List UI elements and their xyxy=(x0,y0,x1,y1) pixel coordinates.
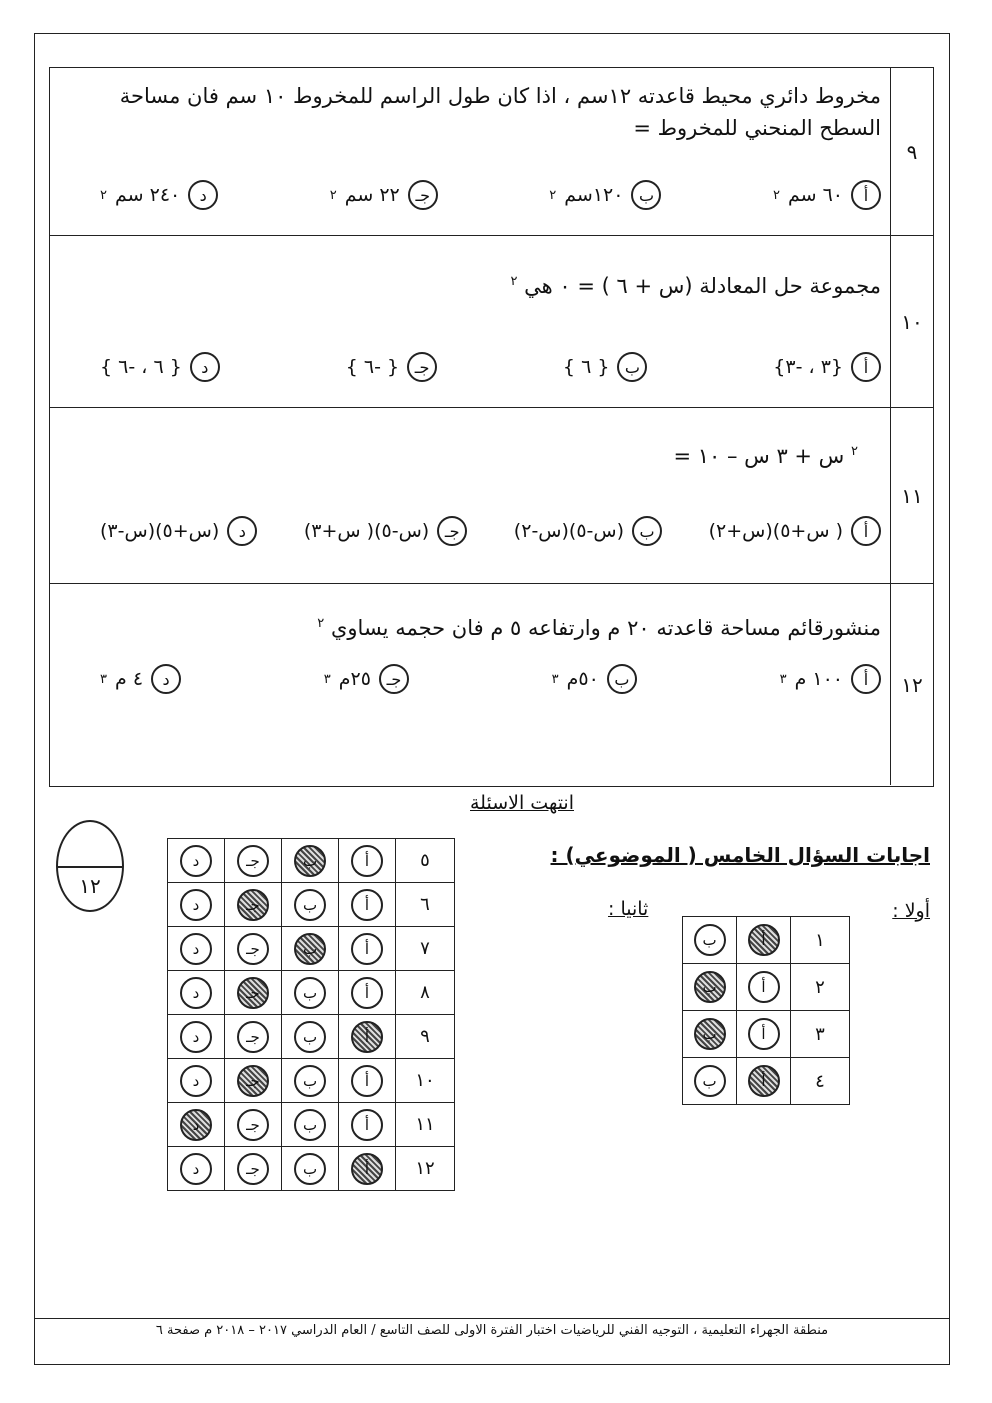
answer-grid-row xyxy=(168,883,455,927)
option-value: ٤ م xyxy=(115,668,144,690)
answer-row-number: ٧ xyxy=(396,927,455,971)
answer-grid-row xyxy=(168,927,455,971)
option-value: ٢٢ سم xyxy=(344,184,400,206)
option[interactable] xyxy=(709,516,881,546)
answer-cell[interactable] xyxy=(282,971,339,1015)
answer-cell[interactable] xyxy=(225,1147,282,1191)
answer-cell[interactable] xyxy=(339,927,396,971)
oval-number: ١٢ xyxy=(79,874,101,898)
option[interactable] xyxy=(100,516,257,546)
option[interactable] xyxy=(324,664,409,694)
option-value: (س-٥)(س-٢) xyxy=(513,520,624,542)
option-value: ٢٤٠ سم xyxy=(115,184,181,206)
answer-cell[interactable] xyxy=(168,1103,225,1147)
answer-cell[interactable] xyxy=(282,927,339,971)
option-letter: د xyxy=(190,352,220,382)
answer-choice-marked[interactable]: ب xyxy=(294,845,326,877)
answer-cell[interactable] xyxy=(339,1015,396,1059)
answer-row-number: ٨ xyxy=(396,971,455,1015)
option[interactable] xyxy=(100,664,181,694)
answer-grid-row xyxy=(683,964,850,1011)
answer-choice[interactable]: جـ xyxy=(237,1109,269,1141)
option-letter: أ xyxy=(851,180,881,210)
option-letter: جـ xyxy=(407,352,437,382)
answer-choice[interactable]: ب xyxy=(294,977,326,1009)
answer-choice-marked[interactable]: أ xyxy=(748,1065,780,1097)
score-oval xyxy=(56,820,124,912)
option[interactable] xyxy=(773,352,881,382)
option[interactable] xyxy=(100,180,218,210)
answer-cell[interactable] xyxy=(282,883,339,927)
oval-divider xyxy=(58,866,122,868)
answer-choice[interactable]: أ xyxy=(351,1109,383,1141)
answer-choice[interactable]: أ xyxy=(748,1018,780,1050)
answer-cell[interactable] xyxy=(737,917,791,964)
answer-cell[interactable] xyxy=(168,883,225,927)
answer-cell[interactable] xyxy=(168,971,225,1015)
option-sup: ٢ xyxy=(549,187,557,203)
second-section-label: ثانيا : xyxy=(608,898,649,920)
answer-choice[interactable]: جـ xyxy=(237,1153,269,1185)
option-letter: أ xyxy=(851,516,881,546)
question-text-wrap xyxy=(60,436,858,472)
option-letter: ب xyxy=(617,352,647,382)
answer-row-number: ١٠ xyxy=(396,1059,455,1103)
answer-choice[interactable]: ب xyxy=(294,889,326,921)
answer-choice[interactable]: ب xyxy=(694,1065,726,1097)
answer-grid-row xyxy=(683,1011,850,1058)
question-number: ١١ xyxy=(890,408,933,583)
first-section-label: أولا : xyxy=(892,900,930,922)
option-value: ١٢٠سم xyxy=(564,184,624,206)
question-row xyxy=(50,236,933,408)
footer-divider xyxy=(34,1318,950,1319)
option[interactable] xyxy=(100,352,220,382)
option-letter: د xyxy=(188,180,218,210)
answer-choice[interactable]: ب xyxy=(294,1065,326,1097)
option[interactable] xyxy=(514,516,662,546)
answer-cell[interactable] xyxy=(339,1147,396,1191)
answer-choice-marked[interactable]: أ xyxy=(748,924,780,956)
page-footer: منطقة الجهراء التعليمية ، التوجيه الفني للرياضيات اختبار الفترة الاولى للصف التاسع / العام الدراسي ٢٠١٧ – ٢٠١٨ م صفحة ٦ xyxy=(155,1323,829,1338)
options-row xyxy=(100,352,881,382)
answer-choice-marked[interactable]: د xyxy=(180,1109,212,1141)
answer-grid-row xyxy=(168,839,455,883)
answer-choice[interactable]: د xyxy=(180,1065,212,1097)
option-letter: ب xyxy=(607,664,637,694)
option-value: { ٦ ، -٦ } xyxy=(100,356,182,378)
question-number: ١٢ xyxy=(890,584,933,785)
answer-cell[interactable] xyxy=(282,1103,339,1147)
question-text: مخروط دائري محيط قاعدته ١٢سم ، اذا كان طول الراسم للمخروط ١٠ سم فان مساحة السطح المنحني للمخروط = xyxy=(119,84,881,140)
options-row xyxy=(100,664,881,694)
answer-cell[interactable] xyxy=(683,1011,737,1058)
answer-choice[interactable]: ب xyxy=(694,924,726,956)
answer-cell[interactable] xyxy=(225,1059,282,1103)
answer-choice[interactable]: أ xyxy=(351,933,383,965)
question-number: ١٠ xyxy=(890,236,933,407)
answer-cell[interactable] xyxy=(683,1058,737,1105)
option[interactable] xyxy=(552,664,637,694)
questions-table xyxy=(49,67,934,787)
answer-cell[interactable] xyxy=(225,927,282,971)
answer-cell[interactable] xyxy=(339,839,396,883)
answer-choice-marked[interactable]: ب xyxy=(294,933,326,965)
answers-title: اجابات السؤال الخامس ( الموضوعي) : xyxy=(550,843,930,867)
answer-cell[interactable] xyxy=(737,1011,791,1058)
answer-grid-row xyxy=(168,1147,455,1191)
option-value: ٦٠ سم xyxy=(787,184,843,206)
answer-cell[interactable] xyxy=(225,1103,282,1147)
answer-cell[interactable] xyxy=(683,917,737,964)
answer-choice[interactable]: جـ xyxy=(237,933,269,965)
option-letter: أ xyxy=(851,352,881,382)
answer-choice-marked[interactable]: أ xyxy=(351,1153,383,1185)
option-value: ١٠٠ م xyxy=(794,668,843,690)
option-letter: د xyxy=(227,516,257,546)
answer-grid-row xyxy=(168,1015,455,1059)
option-sup: ٣ xyxy=(323,671,331,687)
answer-grid-second xyxy=(167,838,455,1191)
answer-cell[interactable] xyxy=(339,971,396,1015)
answer-cell[interactable] xyxy=(737,1058,791,1105)
answer-grid-row xyxy=(683,917,850,964)
answer-row-number: ٩ xyxy=(396,1015,455,1059)
answer-cell[interactable] xyxy=(168,927,225,971)
option[interactable] xyxy=(773,180,881,210)
answer-cell[interactable] xyxy=(282,1059,339,1103)
question-number: ٩ xyxy=(890,68,933,235)
answer-choice-marked[interactable]: جـ xyxy=(237,889,269,921)
option-value: (س+٥)(س-٣) xyxy=(100,520,220,542)
question-sup: ٢ xyxy=(317,616,325,631)
option[interactable] xyxy=(330,180,438,210)
answer-choice-marked[interactable]: جـ xyxy=(237,977,269,1009)
answer-cell[interactable] xyxy=(168,1015,225,1059)
answer-choice[interactable]: د xyxy=(180,845,212,877)
answer-grid-row xyxy=(168,1103,455,1147)
answer-choice-marked[interactable]: ب xyxy=(694,1018,726,1050)
option-letter: جـ xyxy=(379,664,409,694)
option-value: { -٦ } xyxy=(345,356,400,378)
question-text-wrap xyxy=(60,608,881,644)
answer-choice[interactable]: أ xyxy=(748,971,780,1003)
option-letter: جـ xyxy=(437,516,467,546)
answer-cell[interactable] xyxy=(225,971,282,1015)
option-sup: ٢ xyxy=(100,187,107,203)
answer-choice[interactable]: أ xyxy=(351,845,383,877)
option[interactable] xyxy=(346,352,437,382)
answer-choice[interactable]: د xyxy=(180,977,212,1009)
option-value: ٢٥م xyxy=(338,668,371,690)
answer-choice[interactable]: د xyxy=(180,1021,212,1053)
answer-choice[interactable]: جـ xyxy=(237,1021,269,1053)
options-row xyxy=(100,516,881,546)
answer-choice-marked[interactable]: ب xyxy=(694,971,726,1003)
answer-row-number: ٥ xyxy=(396,839,455,883)
question-row xyxy=(50,68,933,236)
answer-cell[interactable] xyxy=(282,839,339,883)
option[interactable] xyxy=(549,180,661,210)
option-value: ٥٠م xyxy=(566,668,599,690)
option[interactable] xyxy=(563,352,648,382)
question-text: مجموعة حل المعادلة (س + ٦ ) = ٠ هي xyxy=(524,274,881,298)
option-value: (س-٥)( س+٣) xyxy=(303,520,430,542)
question-sup: ٢ xyxy=(851,444,858,459)
answer-cell[interactable] xyxy=(168,1059,225,1103)
answer-grid-row xyxy=(683,1058,850,1105)
answer-choice[interactable]: د xyxy=(180,933,212,965)
answer-cell[interactable] xyxy=(168,839,225,883)
answer-grid-first xyxy=(682,916,850,1105)
option-sup: ٣ xyxy=(100,671,107,687)
option-letter: د xyxy=(151,664,181,694)
answer-cell[interactable] xyxy=(282,1147,339,1191)
answer-grid-row xyxy=(168,1059,455,1103)
answer-choice[interactable]: ب xyxy=(294,1109,326,1141)
answer-row-number: ٤ xyxy=(791,1058,850,1105)
answer-row-number: ١ xyxy=(791,917,850,964)
option-value: { ٦ } xyxy=(562,356,610,378)
option-letter: أ xyxy=(851,664,881,694)
answer-cell[interactable] xyxy=(683,964,737,1011)
option-letter: ب xyxy=(632,516,662,546)
answer-choice[interactable]: أ xyxy=(351,977,383,1009)
answer-cell[interactable] xyxy=(282,1015,339,1059)
answer-choice-marked[interactable]: جـ xyxy=(237,1065,269,1097)
option-letter: جـ xyxy=(408,180,438,210)
end-of-questions: انتهت الاسئلة xyxy=(470,792,574,814)
answer-cell[interactable] xyxy=(339,1103,396,1147)
answer-cell[interactable] xyxy=(225,883,282,927)
option[interactable] xyxy=(780,664,881,694)
question-row xyxy=(50,584,933,785)
answer-cell[interactable] xyxy=(737,964,791,1011)
answer-row-number: ٢ xyxy=(791,964,850,1011)
answer-choice[interactable]: ب xyxy=(294,1021,326,1053)
option-letter: ب xyxy=(631,180,661,210)
answer-row-number: ١١ xyxy=(396,1103,455,1147)
option-sup: ٢ xyxy=(772,187,780,203)
option-sup: ٣ xyxy=(779,671,787,687)
answer-row-number: ٣ xyxy=(791,1011,850,1058)
option-value: ( س+٥)(س+٢) xyxy=(708,520,843,542)
answer-choice[interactable]: د xyxy=(180,889,212,921)
question-text: منشورقائم مساحة قاعدته ٢٠ م وارتفاعه ٥ م فان حجمه يساوي xyxy=(330,616,881,640)
answer-row-number: ٦ xyxy=(396,883,455,927)
answer-cell[interactable] xyxy=(339,883,396,927)
answer-choice-marked[interactable]: أ xyxy=(351,1021,383,1053)
answer-choice[interactable]: أ xyxy=(351,889,383,921)
question-row xyxy=(50,408,933,584)
answer-choice[interactable]: جـ xyxy=(237,845,269,877)
option-value: {٣ ، -٣} xyxy=(773,356,843,378)
answer-choice[interactable]: ب xyxy=(294,1153,326,1185)
answer-cell[interactable] xyxy=(225,839,282,883)
option[interactable] xyxy=(304,516,467,546)
answer-grid-row xyxy=(168,971,455,1015)
question-sup: ٢ xyxy=(510,274,518,289)
option-sup: ٣ xyxy=(551,671,559,687)
answer-cell[interactable] xyxy=(339,1059,396,1103)
answer-cell[interactable] xyxy=(168,1147,225,1191)
question-text: س + ٣ س – ١٠ = xyxy=(673,444,845,468)
question-text-wrap xyxy=(60,266,881,302)
answer-row-number: ١٢ xyxy=(396,1147,455,1191)
option-sup: ٢ xyxy=(329,187,337,203)
answer-cell[interactable] xyxy=(225,1015,282,1059)
options-row xyxy=(100,180,881,210)
answer-choice[interactable]: د xyxy=(180,1153,212,1185)
answer-choice[interactable]: أ xyxy=(351,1065,383,1097)
